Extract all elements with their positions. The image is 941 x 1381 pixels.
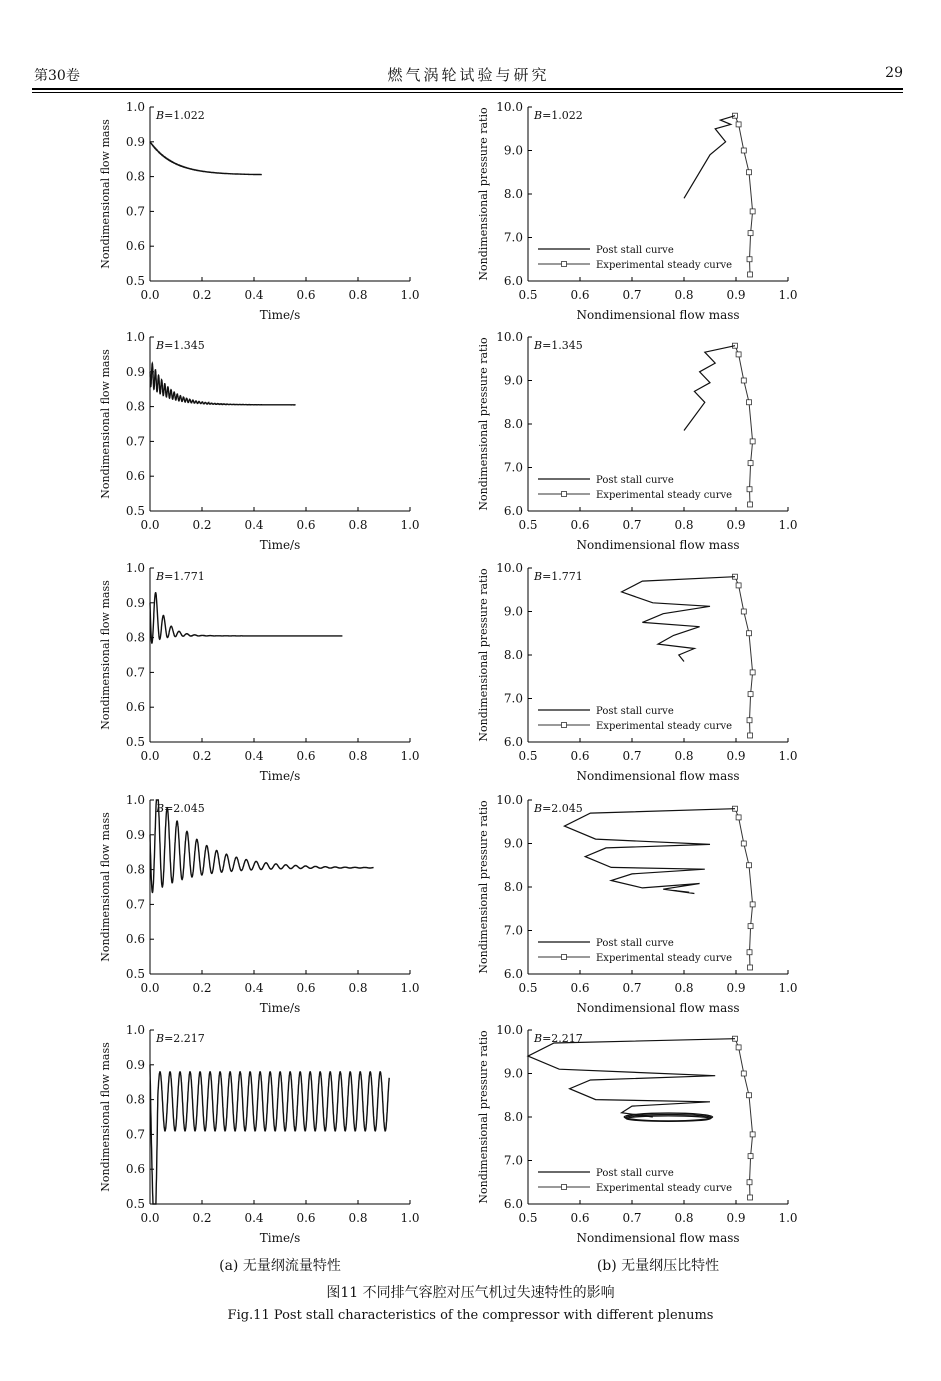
- chart-pressure-4: [477, 793, 798, 1015]
- y-tick-label: 6.0: [503, 274, 523, 288]
- b-value-label: [155, 109, 205, 122]
- b-value-label: [155, 802, 205, 815]
- steady-curve-line: [735, 809, 753, 968]
- flow-series-line: [150, 593, 342, 643]
- y-tick-label: 0.9: [125, 827, 145, 842]
- x-tick-label: 0.8: [348, 518, 368, 532]
- x-tick-label: 0.7: [622, 1211, 642, 1225]
- b-value: =1.022: [542, 109, 583, 122]
- y-tick-label: 8.0: [503, 417, 523, 431]
- steady-curve-point: [741, 841, 746, 846]
- subcaption-a: (a) 无量纲流量特性: [219, 1258, 341, 1274]
- flow-series-line: [150, 1065, 389, 1204]
- y-tick-label: 9.0: [503, 373, 523, 388]
- chart-pressure-2: [477, 330, 798, 552]
- chart-pressure-5: [477, 1023, 798, 1245]
- legend-steady-marker: [562, 723, 567, 728]
- x-tick-label: 0.0: [140, 981, 160, 995]
- x-tick-label: 0.8: [674, 518, 694, 532]
- x-tick-label: 1.0: [778, 1211, 798, 1225]
- b-symbol: B: [534, 802, 543, 815]
- steady-curve-point: [748, 733, 753, 738]
- b-symbol: B: [534, 1032, 543, 1045]
- x-tick-label: 0.9: [726, 749, 746, 763]
- x-tick-label: 0.6: [570, 749, 590, 763]
- steady-curve-point: [747, 487, 752, 492]
- steady-curve-line: [735, 1039, 753, 1198]
- journal-title: 燃气涡轮试验与研究: [387, 66, 550, 84]
- x-tick-label: 0.8: [348, 749, 368, 763]
- x-tick-label: 1.0: [400, 749, 420, 763]
- x-tick-label: 0.6: [570, 288, 590, 302]
- steady-curve-point: [747, 1180, 752, 1185]
- x-tick-label: 0.8: [348, 288, 368, 302]
- steady-curve-point: [750, 670, 755, 675]
- y-tick-label: 1.0: [125, 793, 145, 807]
- y-tick-label: 8.0: [503, 880, 523, 894]
- b-value-label: [155, 570, 205, 583]
- y-axis-label: Nondimensional pressure ratio: [477, 107, 490, 281]
- flow-series-line: [150, 363, 296, 405]
- post-stall-line: [528, 1039, 735, 1117]
- x-tick-label: 0.6: [570, 1211, 590, 1225]
- x-tick-label: 0.7: [622, 749, 642, 763]
- steady-curve-point: [748, 1195, 753, 1200]
- y-tick-label: 7.0: [503, 460, 523, 475]
- x-tick-label: 0.2: [192, 749, 212, 763]
- x-tick-label: 0.6: [296, 288, 316, 302]
- y-tick-label: 6.0: [503, 504, 523, 518]
- y-tick-label: 0.6: [125, 932, 145, 947]
- x-tick-label: 1.0: [400, 1211, 420, 1225]
- post-stall-line: [564, 809, 735, 894]
- steady-curve-point: [748, 272, 753, 277]
- chart-flow-4: [99, 793, 420, 1015]
- steady-curve-point: [736, 122, 741, 127]
- x-tick-label: 0.0: [140, 288, 160, 302]
- b-value: =2.217: [542, 1032, 583, 1045]
- y-tick-label: 0.7: [125, 1127, 145, 1142]
- b-symbol: B: [156, 1032, 165, 1045]
- legend-steady-label: Experimental steady curve: [596, 260, 733, 271]
- y-axis-label: Nondimensional pressure ratio: [477, 568, 490, 742]
- y-tick-label: 0.9: [125, 134, 145, 149]
- y-tick-label: 0.5: [125, 274, 145, 288]
- y-tick-label: 0.7: [125, 204, 145, 219]
- legend-steady-label: Experimental steady curve: [596, 490, 733, 501]
- chart-flow-3: [99, 561, 420, 783]
- x-tick-label: 0.4: [244, 1211, 264, 1225]
- x-axis-label: Nondimensional flow mass: [576, 1001, 740, 1015]
- figure-caption-en: Fig.11 Post stall characteristics of the compressor with different plenums: [227, 1308, 714, 1323]
- x-tick-label: 0.6: [296, 749, 316, 763]
- steady-curve-point: [750, 209, 755, 214]
- x-tick-label: 0.4: [244, 981, 264, 995]
- b-symbol: B: [156, 109, 165, 122]
- y-tick-label: 7.0: [503, 1153, 523, 1168]
- y-tick-label: 0.6: [125, 1162, 145, 1177]
- y-tick-label: 9.0: [503, 143, 523, 158]
- y-tick-label: 8.0: [503, 187, 523, 201]
- x-tick-label: 0.6: [570, 518, 590, 532]
- steady-curve-point: [748, 502, 753, 507]
- y-tick-label: 7.0: [503, 923, 523, 938]
- steady-curve-line: [735, 577, 753, 736]
- legend-steady-label: Experimental steady curve: [596, 721, 733, 732]
- x-tick-label: 1.0: [400, 981, 420, 995]
- legend-steady-marker: [562, 492, 567, 497]
- x-tick-label: 0.6: [296, 518, 316, 532]
- x-tick-label: 0.8: [674, 1211, 694, 1225]
- y-tick-label: 0.5: [125, 504, 145, 518]
- b-value: =2.217: [164, 1032, 205, 1045]
- x-tick-label: 0.2: [192, 518, 212, 532]
- x-tick-label: 0.2: [192, 288, 212, 302]
- legend-steady-label: Experimental steady curve: [596, 953, 733, 964]
- y-tick-label: 10.0: [496, 793, 523, 807]
- chart-flow-1: [99, 100, 420, 322]
- y-tick-label: 7.0: [503, 230, 523, 245]
- post-stall-line: [622, 577, 735, 662]
- legend-steady-marker: [562, 1185, 567, 1190]
- steady-curve-point: [741, 1071, 746, 1076]
- legend-steady-marker: [562, 262, 567, 267]
- y-axis-label: Nondimensional pressure ratio: [477, 800, 490, 974]
- steady-curve-point: [750, 1132, 755, 1137]
- y-tick-label: 6.0: [503, 1197, 523, 1211]
- b-value-label: [533, 339, 583, 352]
- y-axis-label: Nondimensional pressure ratio: [477, 337, 490, 511]
- b-value: =2.045: [542, 802, 583, 815]
- y-tick-label: 1.0: [125, 100, 145, 114]
- y-tick-label: 0.5: [125, 967, 145, 981]
- x-tick-label: 0.0: [140, 518, 160, 532]
- steady-curve-point: [736, 583, 741, 588]
- x-tick-label: 0.4: [244, 288, 264, 302]
- y-tick-label: 0.9: [125, 364, 145, 379]
- x-tick-label: 0.6: [296, 1211, 316, 1225]
- y-tick-label: 0.5: [125, 1197, 145, 1211]
- y-tick-label: 6.0: [503, 735, 523, 749]
- legend-post-stall-label: Post stall curve: [596, 245, 674, 256]
- b-value-label: [533, 802, 583, 815]
- y-tick-label: 0.7: [125, 434, 145, 449]
- y-tick-label: 0.6: [125, 469, 145, 484]
- x-tick-label: 0.2: [192, 1211, 212, 1225]
- steady-curve-point: [736, 1045, 741, 1050]
- b-value: =1.345: [164, 339, 205, 352]
- steady-curve-point: [747, 257, 752, 262]
- b-value: =1.771: [164, 570, 205, 583]
- x-tick-label: 1.0: [778, 518, 798, 532]
- x-axis-label: Nondimensional flow mass: [576, 769, 740, 783]
- legend-steady-marker: [562, 955, 567, 960]
- b-value-label: [155, 1032, 205, 1045]
- x-tick-label: 0.0: [140, 1211, 160, 1225]
- b-value-label: [155, 339, 205, 352]
- chart-flow-2: [99, 330, 420, 552]
- x-axis-label: Time/s: [259, 308, 301, 322]
- y-axis-label: Nondimensional flow mass: [99, 1042, 112, 1192]
- x-tick-label: 0.4: [244, 518, 264, 532]
- steady-curve-line: [735, 346, 753, 505]
- steady-curve-point: [747, 1093, 752, 1098]
- x-tick-label: 0.6: [296, 981, 316, 995]
- steady-curve-point: [736, 352, 741, 357]
- b-symbol: B: [534, 339, 543, 352]
- b-value: =1.345: [542, 339, 583, 352]
- b-symbol: B: [156, 570, 165, 583]
- x-tick-label: 0.8: [348, 981, 368, 995]
- steady-curve-point: [747, 863, 752, 868]
- y-tick-label: 9.0: [503, 604, 523, 619]
- y-tick-label: 1.0: [125, 330, 145, 344]
- legend-post-stall-label: Post stall curve: [596, 1168, 674, 1179]
- x-tick-label: 0.0: [140, 749, 160, 763]
- x-tick-label: 0.5: [518, 981, 538, 995]
- x-tick-label: 0.9: [726, 1211, 746, 1225]
- x-tick-label: 0.9: [726, 288, 746, 302]
- x-axis-label: Time/s: [259, 1231, 301, 1245]
- y-tick-label: 8.0: [503, 1110, 523, 1124]
- steady-curve-point: [750, 902, 755, 907]
- subcaption-b: (b) 无量纲压比特性: [596, 1258, 720, 1274]
- y-tick-label: 0.8: [125, 630, 145, 645]
- b-symbol: B: [534, 109, 543, 122]
- page-number: 29: [885, 65, 903, 81]
- x-tick-label: 0.8: [674, 981, 694, 995]
- y-axis-label: Nondimensional pressure ratio: [477, 1030, 490, 1204]
- b-value: =1.022: [164, 109, 205, 122]
- x-axis-label: Time/s: [259, 769, 301, 783]
- y-tick-label: 9.0: [503, 1066, 523, 1081]
- y-tick-label: 0.6: [125, 700, 145, 715]
- y-tick-label: 1.0: [125, 1023, 145, 1037]
- y-tick-label: 0.8: [125, 399, 145, 414]
- y-axis-label: Nondimensional flow mass: [99, 812, 112, 962]
- x-axis-label: Time/s: [259, 538, 301, 552]
- y-tick-label: 1.0: [125, 561, 145, 575]
- x-tick-label: 0.5: [518, 518, 538, 532]
- y-axis-label: Nondimensional flow mass: [99, 119, 112, 269]
- x-tick-label: 0.5: [518, 749, 538, 763]
- steady-curve-point: [748, 965, 753, 970]
- y-tick-label: 0.6: [125, 239, 145, 254]
- steady-curve-point: [748, 231, 753, 236]
- steady-curve-point: [747, 950, 752, 955]
- b-value: =1.771: [542, 570, 583, 583]
- y-tick-label: 10.0: [496, 1023, 523, 1037]
- steady-curve-line: [735, 116, 753, 275]
- x-tick-label: 0.7: [622, 981, 642, 995]
- y-tick-label: 7.0: [503, 691, 523, 706]
- x-tick-label: 0.8: [674, 749, 694, 763]
- figure-caption-cn: 图11 不同排气容腔对压气机过失速特性的影响: [326, 1285, 615, 1301]
- x-tick-label: 0.5: [518, 288, 538, 302]
- steady-curve-point: [748, 924, 753, 929]
- steady-curve-point: [747, 631, 752, 636]
- x-tick-label: 1.0: [778, 749, 798, 763]
- y-tick-label: 0.7: [125, 897, 145, 912]
- legend-post-stall-label: Post stall curve: [596, 475, 674, 486]
- b-value-label: [533, 570, 583, 583]
- y-tick-label: 10.0: [496, 100, 523, 114]
- post-stall-line: [684, 346, 735, 431]
- x-tick-label: 0.8: [674, 288, 694, 302]
- legend-steady-label: Experimental steady curve: [596, 1183, 733, 1194]
- y-tick-label: 0.8: [125, 862, 145, 877]
- y-tick-label: 0.9: [125, 595, 145, 610]
- x-tick-label: 0.9: [726, 981, 746, 995]
- steady-curve-point: [741, 378, 746, 383]
- steady-curve-point: [748, 1154, 753, 1159]
- x-tick-label: 0.7: [622, 288, 642, 302]
- b-symbol: B: [156, 339, 165, 352]
- x-tick-label: 0.9: [726, 518, 746, 532]
- steady-curve-point: [750, 439, 755, 444]
- y-tick-label: 0.8: [125, 169, 145, 184]
- x-tick-label: 0.4: [244, 749, 264, 763]
- x-axis-label: Nondimensional flow mass: [576, 308, 740, 322]
- x-tick-label: 0.8: [348, 1211, 368, 1225]
- b-symbol: B: [534, 570, 543, 583]
- steady-curve-point: [747, 718, 752, 723]
- y-tick-label: 0.9: [125, 1057, 145, 1072]
- steady-curve-point: [748, 692, 753, 697]
- x-axis-label: Nondimensional flow mass: [576, 1231, 740, 1245]
- y-tick-label: 6.0: [503, 967, 523, 981]
- volume-label: 第30卷: [34, 68, 80, 84]
- legend-post-stall-label: Post stall curve: [596, 706, 674, 717]
- y-axis-label: Nondimensional flow mass: [99, 349, 112, 499]
- legend-post-stall-label: Post stall curve: [596, 938, 674, 949]
- steady-curve-point: [747, 170, 752, 175]
- steady-curve-point: [748, 461, 753, 466]
- b-value: =2.045: [164, 802, 205, 815]
- y-tick-label: 0.8: [125, 1092, 145, 1107]
- y-tick-label: 9.0: [503, 836, 523, 851]
- y-axis-label: Nondimensional flow mass: [99, 580, 112, 730]
- chart-flow-5: [99, 1023, 420, 1245]
- steady-curve-point: [741, 148, 746, 153]
- x-axis-label: Time/s: [259, 1001, 301, 1015]
- x-tick-label: 1.0: [778, 981, 798, 995]
- x-tick-label: 0.7: [622, 518, 642, 532]
- x-tick-label: 1.0: [400, 288, 420, 302]
- x-axis-label: Nondimensional flow mass: [576, 538, 740, 552]
- y-tick-label: 0.5: [125, 735, 145, 749]
- flow-series-line: [150, 142, 262, 175]
- y-tick-label: 0.7: [125, 665, 145, 680]
- x-tick-label: 0.6: [570, 981, 590, 995]
- steady-curve-point: [741, 609, 746, 614]
- x-tick-label: 1.0: [400, 518, 420, 532]
- x-tick-label: 0.5: [518, 1211, 538, 1225]
- chart-pressure-1: [477, 100, 798, 322]
- b-value-label: [533, 109, 583, 122]
- b-symbol: B: [156, 802, 165, 815]
- steady-curve-point: [747, 400, 752, 405]
- y-tick-label: 10.0: [496, 330, 523, 344]
- y-tick-label: 10.0: [496, 561, 523, 575]
- x-tick-label: 1.0: [778, 288, 798, 302]
- post-stall-line: [684, 116, 735, 199]
- steady-curve-point: [736, 815, 741, 820]
- y-tick-label: 8.0: [503, 648, 523, 662]
- chart-pressure-3: [477, 561, 798, 783]
- x-tick-label: 0.2: [192, 981, 212, 995]
